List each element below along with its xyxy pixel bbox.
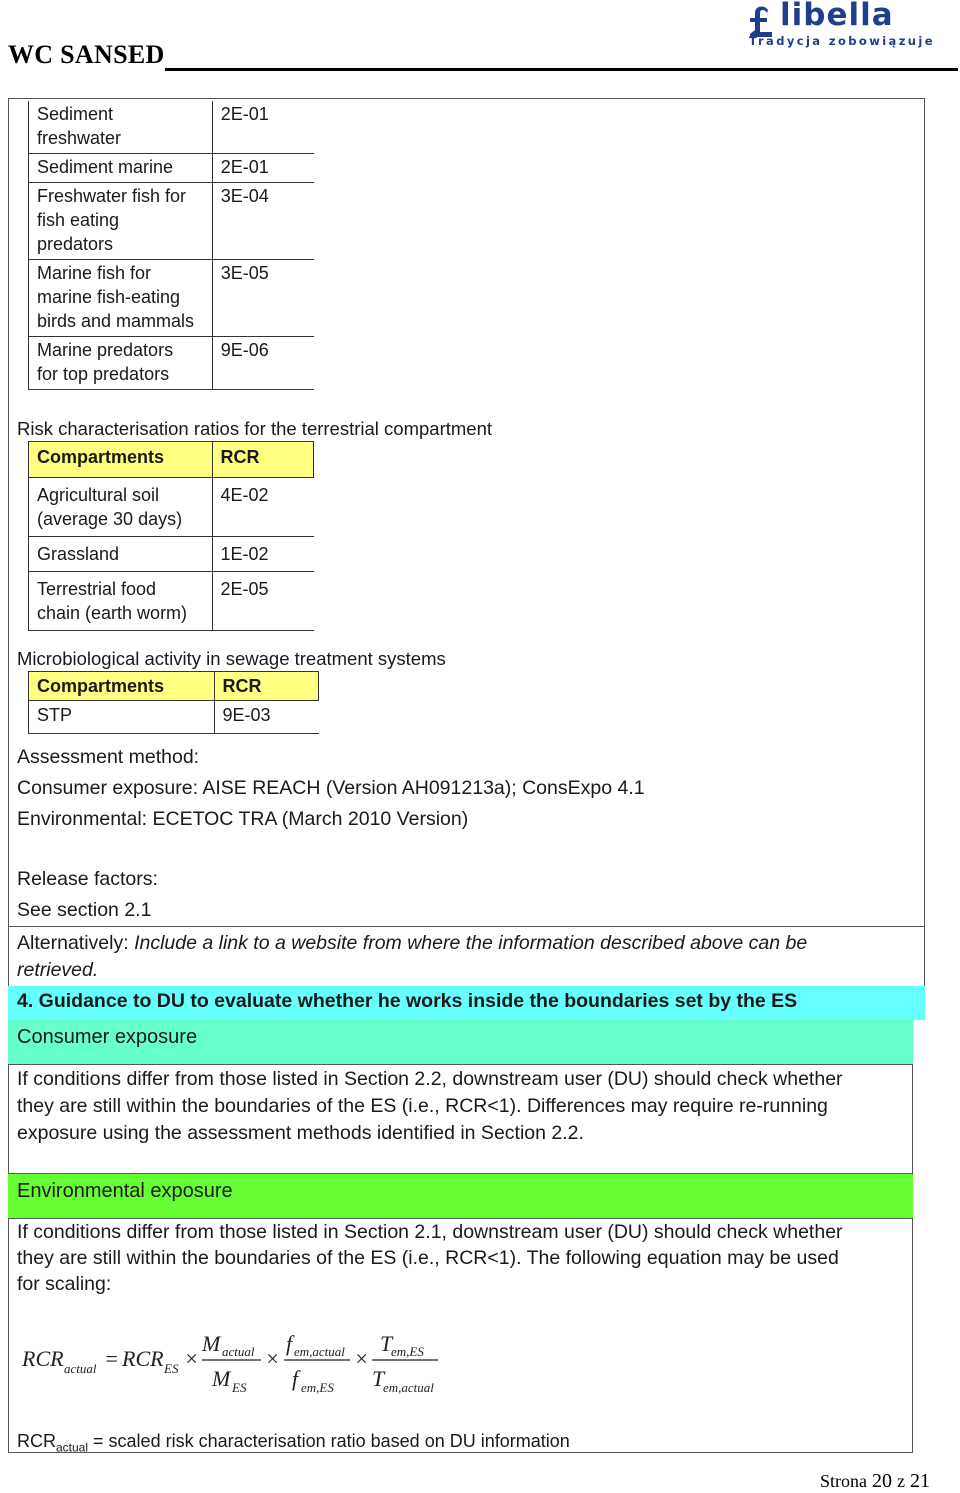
- environmental-line-3: for scaling:: [17, 1273, 112, 1295]
- footer-of: z: [897, 1471, 905, 1491]
- release-heading: Release factors:: [17, 868, 158, 890]
- frame-right-border: [924, 98, 925, 1020]
- document-title: WC SANSED: [8, 40, 165, 69]
- frame-right-border-lower: [912, 1020, 913, 1453]
- alternatively-line2: retrieved.: [17, 959, 99, 981]
- compartment-cell: Sediment marine: [29, 154, 213, 183]
- rcr-cell: 2E-01: [220, 104, 269, 124]
- footer-prefix: Strona: [820, 1471, 867, 1491]
- eq-sub-actual: actual: [64, 1361, 97, 1376]
- assessment-consumer: Consumer exposure: AISE REACH (Version AH091213a); ConsExpo 4.1: [17, 777, 645, 799]
- table-row: [29, 101, 315, 154]
- rcr-cell: 2E-05: [220, 579, 269, 599]
- rcr-cell: 9E-03: [222, 705, 271, 725]
- footer-total: 21: [910, 1470, 930, 1492]
- rcr-cell: 4E-02: [220, 485, 269, 505]
- eq-f-es: f: [292, 1366, 299, 1391]
- table-row: [29, 337, 315, 390]
- eq-m-actual: M: [202, 1331, 221, 1356]
- eq-equals: =: [104, 1346, 119, 1371]
- frame-top-border: [8, 98, 925, 99]
- eq-t-es: T: [380, 1331, 393, 1356]
- header-rcr: RCR: [212, 442, 313, 478]
- assessment-heading: Assessment method:: [17, 746, 200, 768]
- scaling-equation: [18, 1322, 448, 1402]
- rcr-cell: 3E-05: [220, 263, 269, 283]
- compartment-cell: Grassland: [29, 537, 213, 572]
- pound-sign-icon: [748, 4, 774, 38]
- compartment-cell: Marine fish for marine fish-eating birds and mammals: [29, 260, 213, 337]
- environmental-line-1: If conditions differ from those listed in Section 2.1, downstream user (DU) should check whether: [17, 1221, 843, 1243]
- rcr-cell: 3E-04: [220, 186, 269, 206]
- consumer-line-1: If conditions differ from those listed in Section 2.2, downstream user (DU) should check whether: [17, 1068, 843, 1090]
- stp-rcr-table: [28, 671, 319, 734]
- compartment-cell: Agricultural soil (average 30 days): [29, 478, 213, 537]
- eq-t-es-sub: em,ES: [391, 1344, 424, 1359]
- definition-subscript: actual: [56, 1440, 89, 1455]
- table-row: [29, 260, 315, 337]
- header-compartments: Compartments: [29, 442, 213, 478]
- header-rcr: RCR: [214, 672, 318, 701]
- company-logo: [746, 0, 935, 52]
- eq-times-3: ×: [354, 1346, 369, 1371]
- table-header-row: [29, 442, 314, 478]
- section-4-title: 4. Guidance to DU to evaluate whether he works inside the boundaries set by the ES: [17, 990, 798, 1012]
- terrestrial-caption: Risk characterisation ratios for the terrestrial compartment: [17, 418, 493, 439]
- table-header-row: [29, 672, 319, 701]
- consumer-line-2: they are still within the boundaries of the ES (i.e., RCR<1). Differences may require re-running: [17, 1095, 828, 1117]
- eq-f-es-sub: em,ES: [301, 1380, 334, 1395]
- consumer-exposure-band: [8, 1020, 913, 1065]
- compartment-cell: Freshwater fish for fish eating predators: [29, 183, 213, 260]
- table-row: [29, 572, 314, 631]
- rcr-cell: 1E-02: [220, 544, 269, 564]
- environmental-exposure-band: [8, 1173, 913, 1219]
- consumer-line-3: exposure using the assessment methods identified in Section 2.2.: [17, 1122, 584, 1144]
- assessment-environmental: Environmental: ECETOC TRA (March 2010 Version): [17, 808, 469, 830]
- release-text: See section 2.1: [17, 899, 152, 921]
- table-row: [29, 537, 314, 572]
- rcr-cell: 9E-06: [220, 340, 269, 360]
- divider: [8, 926, 925, 927]
- table-row: [29, 701, 319, 734]
- definition-text: = scaled risk characterisation ratio based on DU information: [88, 1431, 570, 1451]
- environmental-exposure-heading: Environmental exposure: [17, 1180, 233, 1202]
- logo-wordmark: libella: [780, 0, 894, 33]
- frame-left-border: [8, 98, 9, 1453]
- rcr-cell: 2E-01: [220, 157, 269, 177]
- section-4-heading-band: [8, 986, 925, 1020]
- consumer-exposure-heading: Consumer exposure: [17, 1026, 198, 1048]
- eq-f-actual: f: [286, 1331, 293, 1356]
- rcr-definition: [17, 1428, 570, 1462]
- environmental-line-2: they are still within the boundaries of the ES (i.e., RCR<1). The following equation may be used: [17, 1247, 839, 1269]
- compartment-cell: Sediment freshwater: [29, 101, 213, 154]
- alternatively-text: Include a link to a website from where the information described above can be: [134, 932, 808, 954]
- eq-f-actual-sub: em,actual: [294, 1344, 345, 1359]
- eq-t-actual: T: [372, 1366, 385, 1391]
- eq-sub-es: ES: [164, 1361, 179, 1376]
- footer-page: 20: [872, 1470, 892, 1492]
- eq-m-es: M: [212, 1366, 231, 1391]
- table-row: [29, 154, 315, 183]
- table-row: [29, 478, 314, 537]
- alternatively-line1: [17, 930, 807, 957]
- eq-times-1: ×: [184, 1346, 199, 1371]
- eq-t-actual-sub: em,actual: [383, 1380, 434, 1395]
- page-footer: [820, 1470, 930, 1493]
- header-rule: [165, 68, 958, 71]
- eq-m-actual-sub: actual: [222, 1344, 255, 1359]
- terrestrial-rcr-table: [28, 441, 314, 631]
- aquatic-rcr-table: [28, 101, 314, 390]
- eq-rcr-actual: RCR: [22, 1346, 64, 1371]
- eq-times-2: ×: [265, 1346, 280, 1371]
- compartment-cell: Terrestrial food chain (earth worm): [29, 572, 213, 631]
- logo-tagline: Tradycja zobowiązuje: [749, 34, 935, 48]
- compartment-cell: Marine predators for top predators: [29, 337, 213, 390]
- header-compartments: Compartments: [29, 672, 215, 701]
- alternatively-label: Alternatively:: [17, 932, 129, 954]
- eq-rcr-es: RCR: [122, 1346, 164, 1371]
- definition-symbol: RCR: [17, 1431, 56, 1451]
- compartment-cell: STP: [29, 701, 215, 734]
- table-row: [29, 183, 315, 260]
- eq-m-es-sub: ES: [232, 1380, 247, 1395]
- stp-caption: Microbiological activity in sewage treatment systems: [17, 648, 446, 669]
